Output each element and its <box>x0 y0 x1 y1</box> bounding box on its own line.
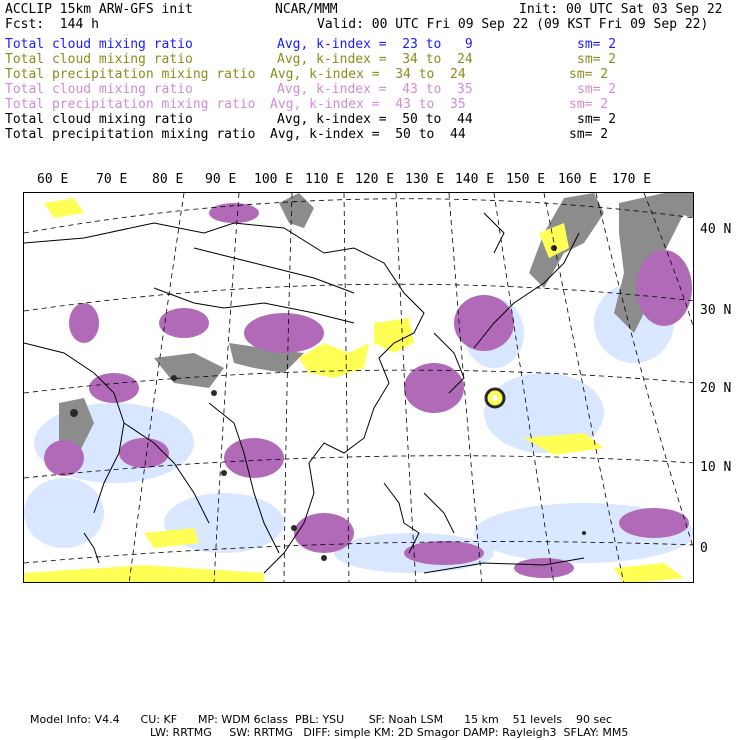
field-sm: sm= 2 <box>569 67 609 82</box>
forecast-hour: Fcst: 144 h <box>5 17 99 32</box>
field-sm: sm= 2 <box>577 37 617 52</box>
lon-label: 70 E <box>96 172 128 187</box>
lat-label: 0 <box>700 541 708 556</box>
lat-label: 40 N <box>700 222 732 237</box>
field-sm: sm= 2 <box>577 82 617 97</box>
lon-label: 140 E <box>455 172 495 187</box>
field-name: Total cloud mixing ratio <box>5 112 193 127</box>
field-name: Total precipitation mixing ratio <box>5 127 256 142</box>
field-avg: Avg, k-index = 50 to 44 <box>277 112 473 127</box>
typhoon-eye <box>486 389 504 407</box>
field-avg: Avg, k-index = 34 to 24 <box>277 52 473 67</box>
field-avg: Avg, k-index = 34 to 24 <box>270 67 466 82</box>
org-label: NCAR/MMM <box>275 2 338 17</box>
model-info-line2: LW: RRTMG SW: RRTMG DIFF: simple KM: 2D Smagor DAMP: Rayleigh3 SFLAY: MM5 <box>150 726 629 739</box>
init-time: Init: 00 UTC Sat 03 Sep 22 <box>519 2 723 17</box>
lat-label: 10 N <box>700 460 732 475</box>
lat-label: 20 N <box>700 381 732 396</box>
lon-label: 160 E <box>558 172 598 187</box>
lon-label: 130 E <box>405 172 445 187</box>
field-name: Total precipitation mixing ratio <box>5 67 256 82</box>
field-name: Total cloud mixing ratio <box>5 37 193 52</box>
lon-label: 60 E <box>37 172 69 187</box>
lon-label: 120 E <box>355 172 395 187</box>
cloud-lightblue-field <box>24 283 694 573</box>
field-name: Total cloud mixing ratio <box>5 82 193 97</box>
lon-label: 150 E <box>506 172 546 187</box>
field-name: Total precipitation mixing ratio <box>5 97 256 112</box>
map-canvas <box>24 193 694 583</box>
lon-label: 80 E <box>152 172 184 187</box>
field-avg: Avg, k-index = 50 to 44 <box>270 127 466 142</box>
lon-label: 170 E <box>612 172 652 187</box>
valid-time: Valid: 00 UTC Fri 09 Sep 22 (09 KST Fri 09 Sep 22) <box>317 17 709 32</box>
lat-label: 30 N <box>700 303 732 318</box>
field-sm: sm= 2 <box>577 52 617 67</box>
field-avg: Avg, k-index = 43 to 35 <box>270 97 466 112</box>
lon-label: 110 E <box>305 172 345 187</box>
field-sm: sm= 2 <box>577 112 617 127</box>
model-info-line1: Model Info: V4.4 CU: KF MP: WDM 6class PBL: YSU SF: Noah LSM 15 km 51 levels 90 sec <box>30 713 613 726</box>
model-title: ACCLIP 15km ARW-GFS init <box>5 2 193 17</box>
field-sm: sm= 2 <box>569 97 609 112</box>
field-avg: Avg, k-index = 43 to 35 <box>277 82 473 97</box>
lon-label: 100 E <box>254 172 294 187</box>
map-panel <box>23 192 694 583</box>
field-name: Total cloud mixing ratio <box>5 52 193 67</box>
field-avg: Avg, k-index = 23 to 9 <box>277 37 473 52</box>
lon-label: 90 E <box>205 172 237 187</box>
field-sm: sm= 2 <box>569 127 609 142</box>
